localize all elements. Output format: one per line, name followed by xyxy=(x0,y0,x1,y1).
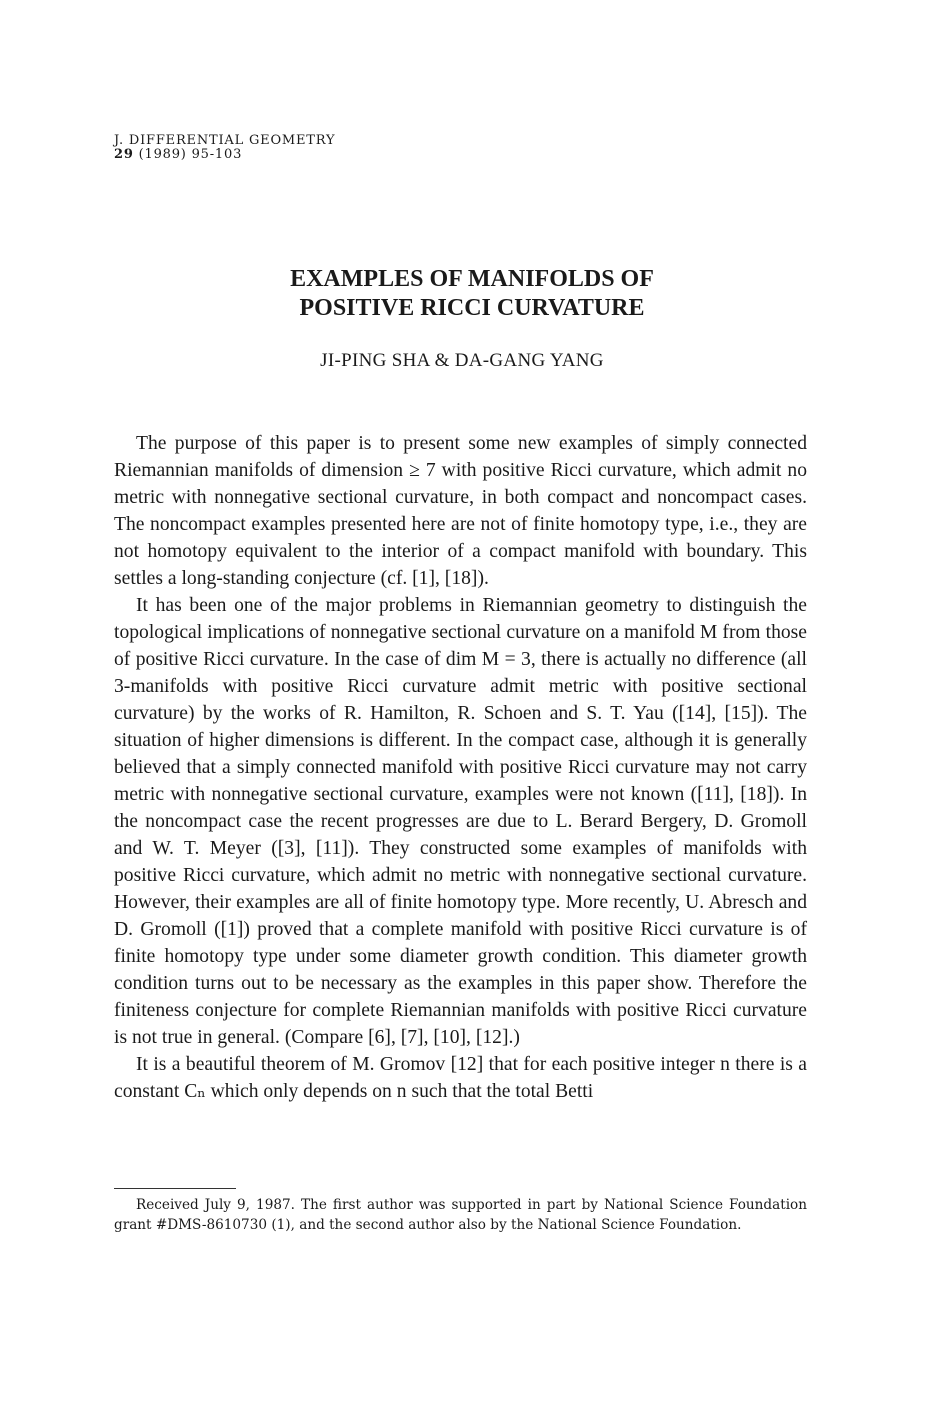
title-line-1: EXAMPLES OF MANIFOLDS OF xyxy=(290,266,654,292)
journal-volume-line xyxy=(114,148,335,162)
journal-name: J. DIFFERENTIAL GEOMETRY xyxy=(114,133,336,148)
footnote-text: Received July 9, 1987. The first author was supported in part by National Science Foundation grant #DMS-8610730 (1), and the second author also by the National Science Foundation. xyxy=(114,1197,807,1233)
journal-year-pages: (1989) 95-103 xyxy=(138,147,243,162)
footnote xyxy=(114,1195,807,1235)
authors: JI-PING SHA & DA-GANG YANG xyxy=(320,350,604,371)
paragraph-1: The purpose of this paper is to present some new examples of simply connected Riemannian manifolds of dimension ≥ 7 with positive Ricci curvature, which admit no metric with nonnegative sectional curvature, in both compact and noncompact cases. The noncompact examples presented here are not of finite homotopy type, i.e., they are not homotopy equivalent to the interior of a compact manifold with boundary. This settles a long-standing conjecture (cf. [1], [18]). xyxy=(114,433,807,589)
paper-title xyxy=(0,265,944,323)
paragraph-2: It has been one of the major problems in Riemannian geometry to distinguish the topological implications of nonnegative sectional curvature on a manifold M from those of positive Ricci curvature. In the case of dim M = 3, there is actually no difference (all 3-manifolds with positive Ricci curvature admit metric with positive sectional curvature) by the works of R. Hamilton, R. Schoen and S. T. Yau ([14], [15]). The situation of higher dimensions is different. In the compact case, although it is generally believed that a simply connected manifold with positive Ricci curvature may not carry metric with nonnegative sectional curvature, examples were not known ([11], [18]). In the noncompact case the recent progresses are due to L. Berard Bergery, D. Gromoll and W. T. Meyer ([3], [11]). They constructed some examples of manifolds with positive Ricci curvature, which admit no metric with nonnegative sectional curvature. However, their examples are all of finite homotopy type. More recently, U. Abresch and D. Gromoll ([1]) proved that a complete manifold with positive Ricci curvature is of finite homotopy type under some diameter growth condition. This diameter growth condition turns out to be necessary as the examples in this paper show. Therefore the finiteness conjecture for complete Riemannian manifolds with positive Ricci curvature is not true in general. (Compare [6], [7], [10], [12].) xyxy=(114,595,807,1048)
title-line-2: POSITIVE RICCI CURVATURE xyxy=(299,295,645,321)
paragraph-3: It is a beautiful theorem of M. Gromov [12] that for each positive integer n there is a constant Cₙ which only depends on n such that the total Betti xyxy=(114,1054,807,1102)
body-text xyxy=(114,430,807,1105)
footnote-rule xyxy=(114,1188,236,1189)
journal-volume: 29 xyxy=(114,147,134,162)
journal-header xyxy=(114,134,335,162)
